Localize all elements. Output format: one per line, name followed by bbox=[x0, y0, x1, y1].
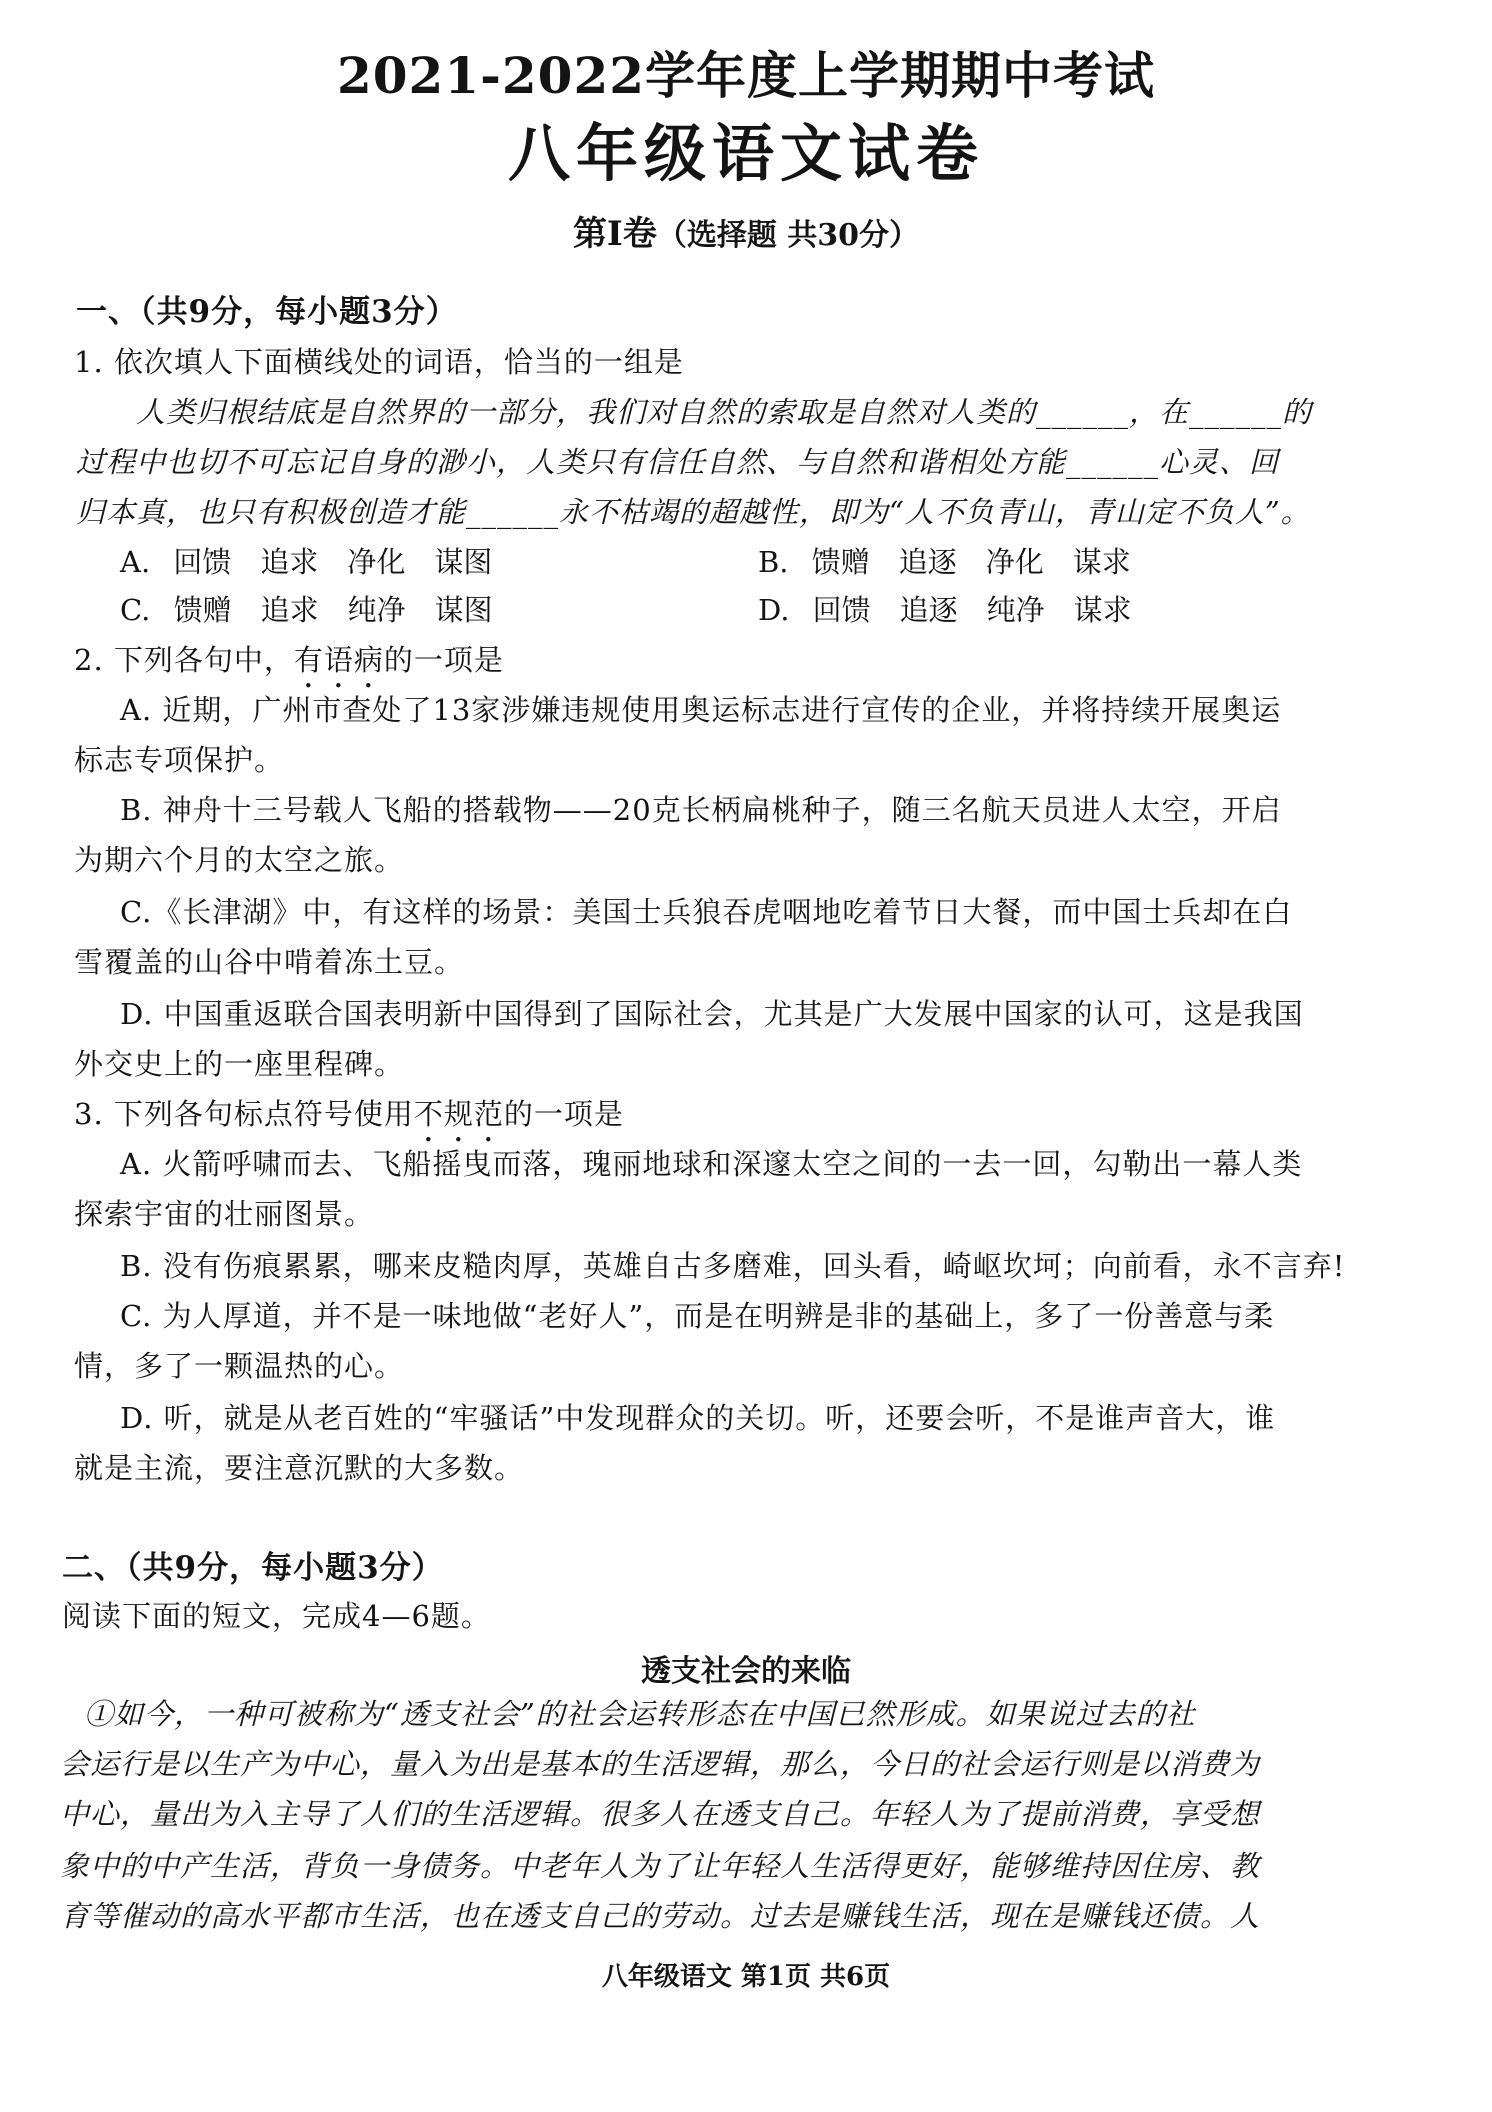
q1-passage-line: 归本真，也只有积极创造才能______永不枯竭的超越性，即为“人不负青山，青山定不负人”。 bbox=[76, 495, 1311, 529]
part-sub: （选择题 共30分） bbox=[656, 218, 920, 253]
q1-option-b: B. 馈赠 追逐 净化 谋求 bbox=[758, 545, 1131, 579]
q3-stem-suffix: 的一项是 bbox=[503, 1097, 624, 1131]
q2-line: C.《长津湖》中，有这样的场景：美国士兵狼吞虎咽地吃着节日大餐，而中国士兵却在白 bbox=[120, 895, 1293, 929]
q3-stem-prefix: 3. 下列各句标点符号使用 bbox=[74, 1097, 414, 1131]
section2-heading: 二、（共9分，每小题3分） bbox=[62, 1550, 444, 1586]
page-footer: 八年级语文 第1页 共6页 bbox=[601, 1962, 891, 1992]
article-line: 会运行是以生产为中心，量入为出是基本的生活逻辑，那么，今日的社会运行则是以消费为 bbox=[60, 1747, 1261, 1781]
part-heading bbox=[0, 206, 1492, 255]
q3-line: 情，多了一颗温热的心。 bbox=[74, 1349, 405, 1383]
article-title: 透支社会的来临 bbox=[641, 1654, 851, 1689]
section2-instruction: 阅读下面的短文，完成4—6题。 bbox=[62, 1599, 491, 1633]
article-line: ①如今，一种可被称为“透支社会”的社会运转形态在中国已然形成。如果说过去的社 bbox=[84, 1697, 1196, 1731]
q2-stem-prefix: 2. 下列各句中， bbox=[74, 643, 294, 677]
q2-stem-emphasis: 有语病 bbox=[293, 643, 384, 677]
q2-line: B. 神舟十三号载人飞船的搭载物——20克长柄扁桃种子，随三名航天员进人太空，开启 bbox=[120, 793, 1282, 827]
part-main: 第Ⅰ卷 bbox=[572, 214, 657, 254]
q1-passage-line: 人类归根结底是自然界的一部分，我们对自然的索取是自然对人类的______，在______的 bbox=[136, 395, 1313, 429]
q1-passage-line: 过程中也切不可忘记自身的渺小，人类只有信任自然、与自然和谐相处方能______心灵、回 bbox=[76, 445, 1280, 479]
exam-title-subject: 八年级语文试卷 bbox=[507, 117, 984, 190]
q3-line: 探索宇宙的壮丽图景。 bbox=[74, 1197, 375, 1231]
q2-line: 雪覆盖的山谷中啃着冻土豆。 bbox=[74, 945, 465, 979]
q2-stem-suffix: 的一项是 bbox=[383, 643, 504, 677]
q1-option-a: A. 回馈 追求 净化 谋图 bbox=[120, 545, 493, 579]
q2-line: 为期六个月的太空之旅。 bbox=[74, 843, 405, 877]
q3-stem bbox=[74, 1094, 624, 1149]
article-line: 象中的中产生活，背负一身债务。中老年人为了让年轻人生活得更好，能够维持因住房、教 bbox=[60, 1849, 1261, 1883]
q2-stem bbox=[74, 640, 504, 695]
q1-stem: 1. 依次填人下面横线处的词语，恰当的一组是 bbox=[74, 345, 684, 379]
q3-line: D. 听，就是从老百姓的“牢骚话”中发现群众的关切。听，还要会听，不是谁声音大，谁 bbox=[120, 1401, 1276, 1435]
article-line: 中心，量出为入主导了人们的生活逻辑。很多人在透支自己。年轻人为了提前消费，享受想 bbox=[60, 1797, 1261, 1831]
section1-heading: 一、（共9分，每小题3分） bbox=[76, 294, 458, 330]
q1-option-d: D. 回馈 追逐 纯净 谋求 bbox=[758, 593, 1132, 627]
q3-line: B. 没有伤痕累累，哪来皮糙肉厚，英雄自古多磨难，回头看，崎岖坎坷；向前看，永不言弃! bbox=[120, 1249, 1346, 1283]
q3-stem-emphasis: 不规范 bbox=[413, 1097, 504, 1131]
q2-line: 外交史上的一座里程碑。 bbox=[74, 1047, 405, 1081]
q2-line: 标志专项保护。 bbox=[74, 743, 285, 777]
q3-line: 就是主流，要注意沉默的大多数。 bbox=[74, 1451, 525, 1485]
article-line: 育等催动的高水平都市生活，也在透支自己的劳动。过去是赚钱生活，现在是赚钱还债。人 bbox=[60, 1899, 1261, 1933]
q2-line: A. 近期，广州市查处了13家涉嫌违规使用奥运标志进行宣传的企业，并将持续开展奥运 bbox=[120, 693, 1282, 727]
q3-line: A. 火箭呼啸而去、飞船摇曳而落，瑰丽地球和深邃太空之间的一去一回，勾勒出一幕人类 bbox=[120, 1147, 1303, 1181]
q2-line: D. 中国重返联合国表明新中国得到了国际社会，尤其是广大发展中国家的认可，这是我国 bbox=[120, 997, 1304, 1031]
exam-title-year: 2021-2022学年度上学期期中考试 bbox=[336, 46, 1156, 105]
q1-option-c: C. 馈赠 追求 纯净 谋图 bbox=[120, 593, 493, 627]
q3-line: C. 为人厚道，并不是一味地做“老好人”，而是在明辨是非的基础上，多了一份善意与柔 bbox=[120, 1299, 1275, 1333]
